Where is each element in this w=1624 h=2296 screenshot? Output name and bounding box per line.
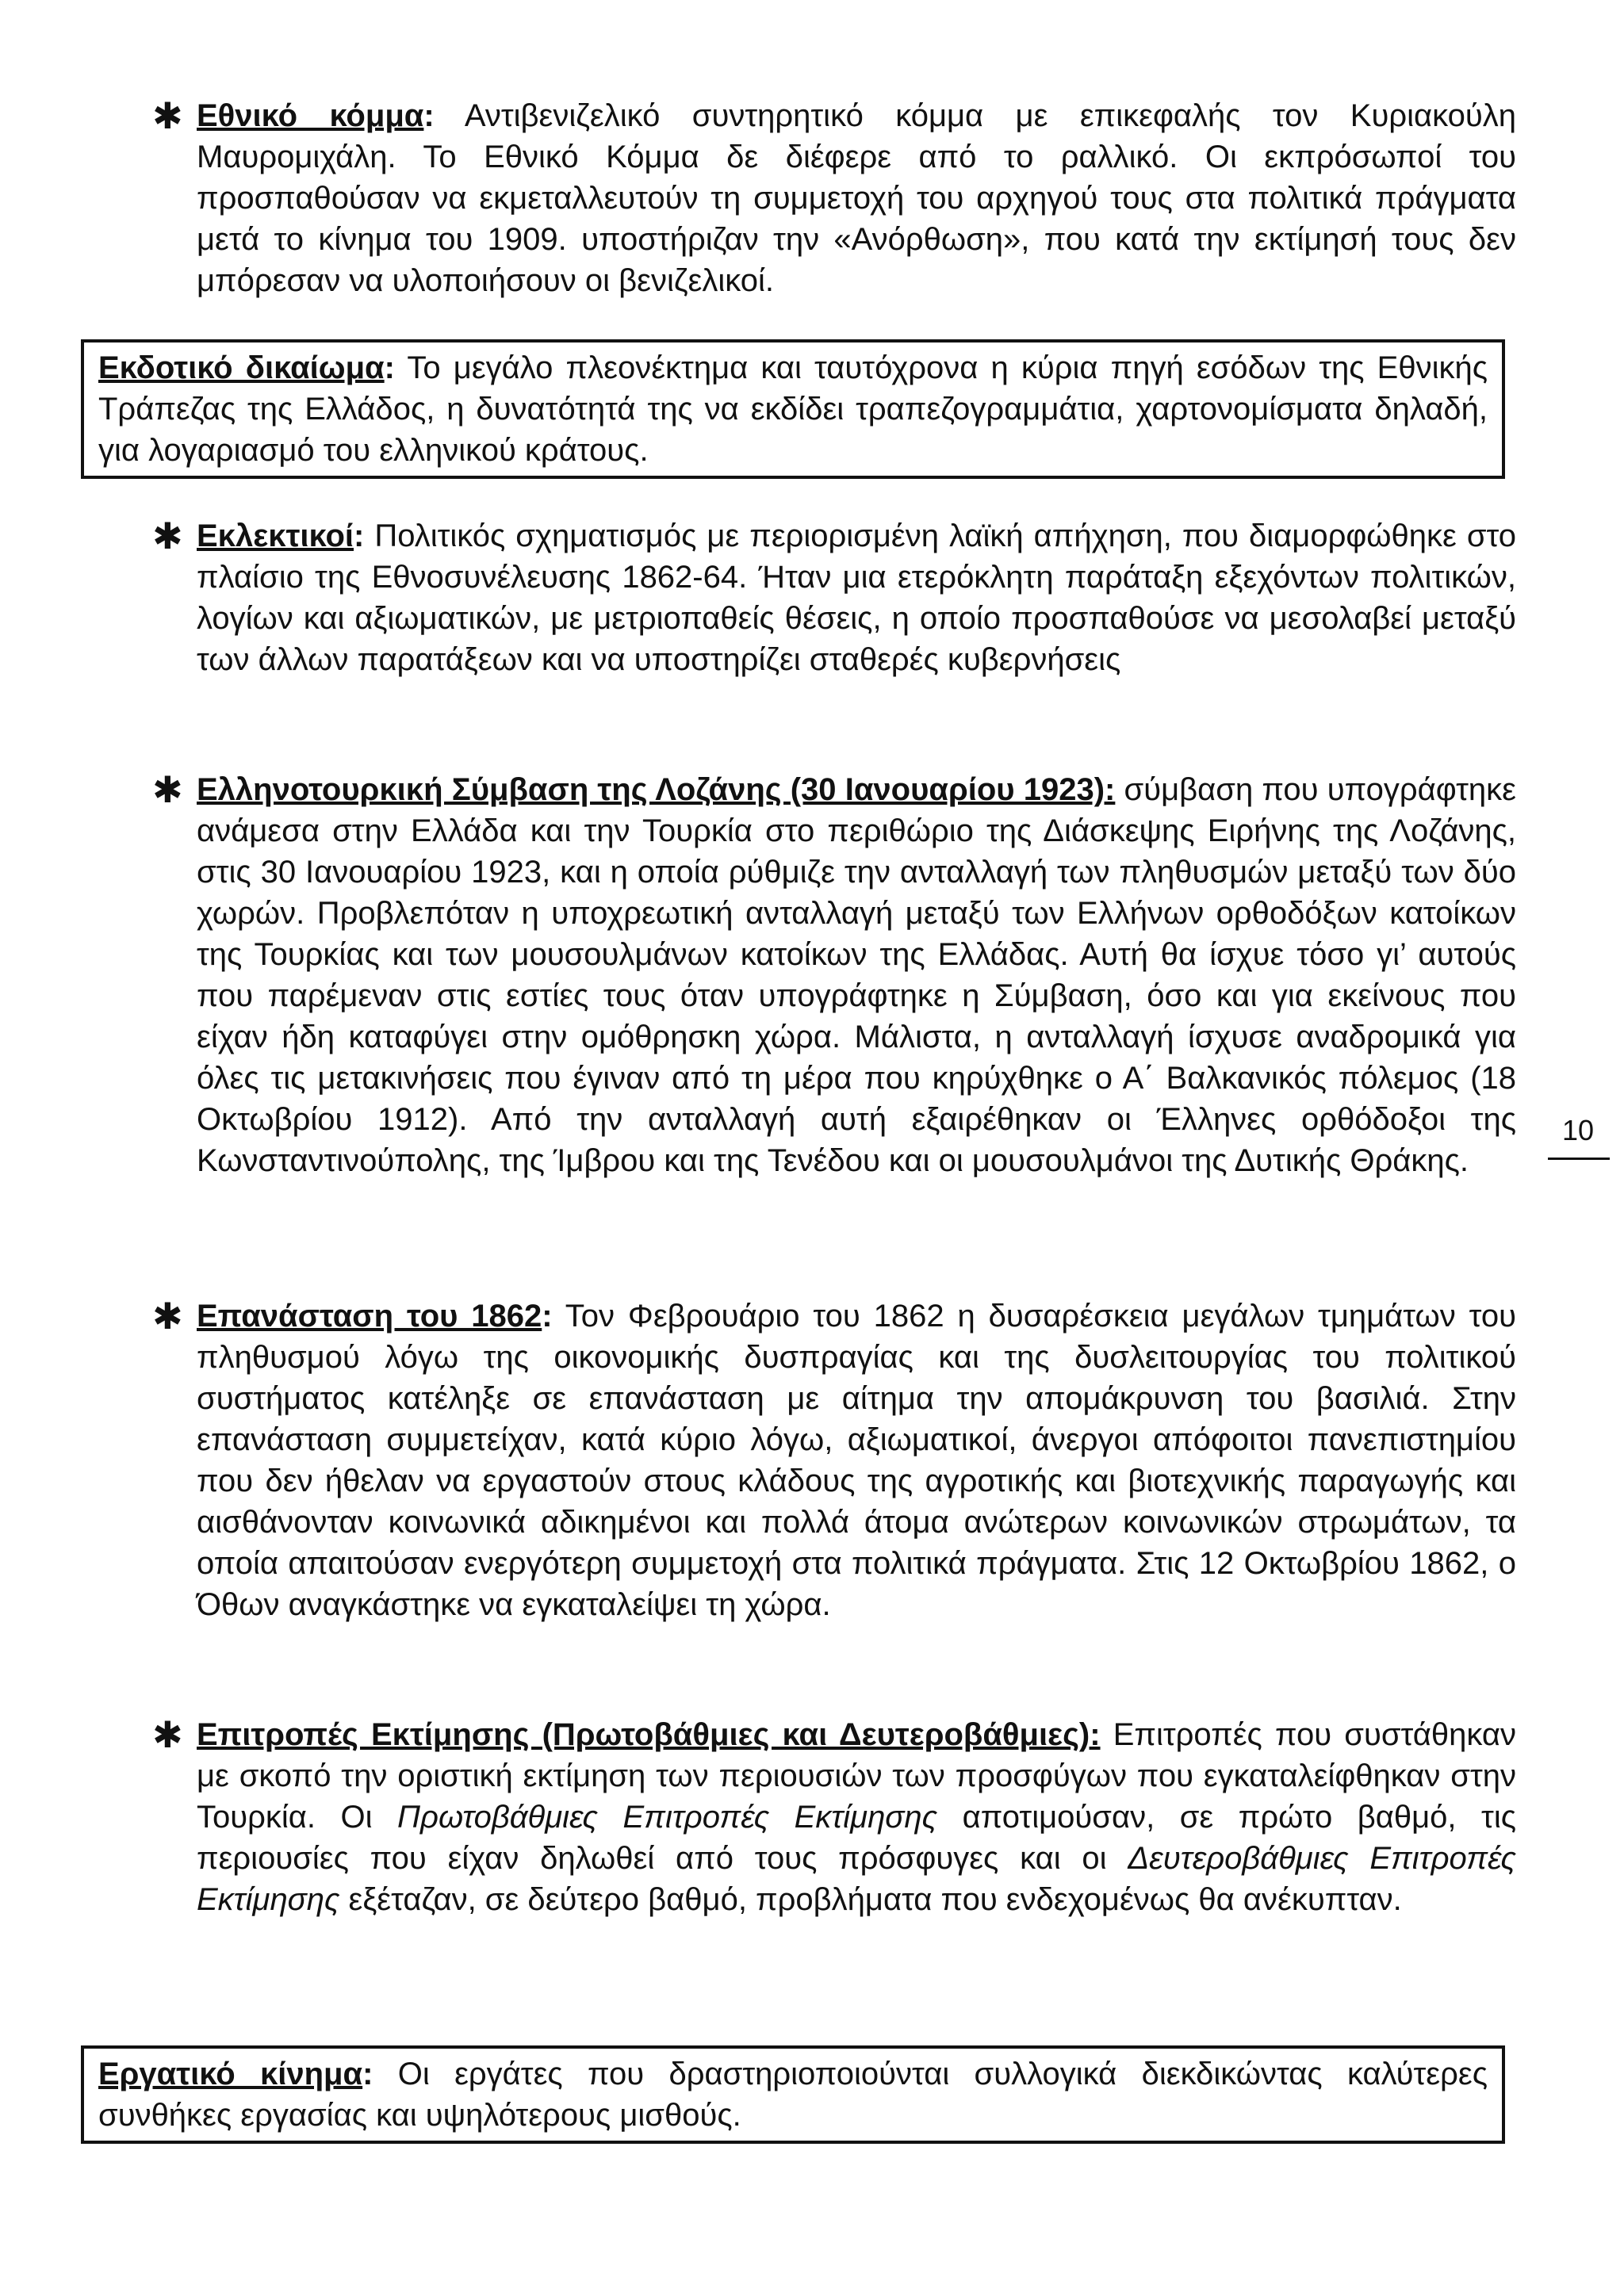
bullet-asterisk-icon: ✱ <box>152 95 183 136</box>
glossary-entry-epanastasi-1862 <box>152 1295 1516 1625</box>
entry-definition: Τον Φεβρουάριο του 1862 η δυσαρέσκεια μεγάλων τμημάτων του πληθυσμού λόγω της οικονομικής δυσπραγίας και της δυσλειτουργίας του πολιτικού συστήματος κατέληξε σε επανάσταση με αίτημα την απομάκρυνση του βασιλιά. Στην επανάσταση συμμετείχαν, κατά κύριο λόγω, αξιωματικοί, άνεργοι απόφοιτοι πανεπιστημίου που δεν ήθελαν να εργαστούν στους κλάδους της αγροτικής και βιοτεχνικής παραγωγής και αισθάνονταν κοινωνικά αδικημένοι και πολλά άτομα ανώτερων κοινωνικών στρωμάτων, τα οποία απαιτούσαν ενεργότερη συμμετοχή στα πολιτικά πράγματα. Στις 12 Οκτωβρίου 1862, ο Όθων αναγκάστηκε να εγκαταλείψει τη χώρα. <box>197 1299 1516 1622</box>
box-term: Εργατικό κίνημα <box>98 2057 363 2091</box>
bullet-asterisk-icon: ✱ <box>152 769 183 810</box>
bullet-asterisk-icon: ✱ <box>152 1714 183 1755</box>
entry-definition: Αντιβενιζελικό συντηρητικό κόμμα με επικεφαλής τον Κυριακούλη Μαυρομιχάλη. Το Εθνικό Κόμμα δε διέφερε από το ραλλικό. Οι εκπρόσωποί του προσπαθούσαν να εκμεταλλευτούν τη συμμετοχή του αρχηγού τους στα πολιτικά πράγματα μετά το κίνημα του 1909. υποστήριζαν την «Ανόρθωση», που κατά την εκτίμησή τους δεν μπόρεσαν να υλοποιήσουν οι βενιζελικοί. <box>197 98 1516 298</box>
box-definition: Το μεγάλο πλεονέκτημα και ταυτόχρονα η κύρια πηγή εσόδων της Εθνικής Τράπεζας της Ελλάδος, η δυνατότητά της να εκδίδει τραπεζογραμμάτια, χαρτονομίσματα δηλαδή, για λογαριασμό του ελληνικού κράτους. <box>98 350 1488 468</box>
page-number: 10 <box>1562 1114 1595 1146</box>
definition-box-ergatiko-kinima <box>81 2045 1505 2144</box>
entry-colon: : <box>423 98 435 133</box>
box-definition: Οι εργάτες που δραστηριοποιούνται συλλογικά διεκδικώντας καλύτερες συνθήκες εργασίας και υψηλότερους μισθούς. <box>98 2057 1488 2133</box>
entry-definition-part3: εξέταζαν, σε δεύτερο βαθμό, προβλήματα που ενδεχομένως θα ανέκυπταν. <box>339 1882 1402 1917</box>
bullet-asterisk-icon: ✱ <box>152 515 183 557</box>
entry-term: Επανάσταση του 1862 <box>197 1299 542 1334</box>
entry-colon: : <box>542 1299 553 1334</box>
glossary-entry-ethniko-komma <box>152 95 1516 301</box>
page-number-rule <box>1548 1158 1610 1160</box>
bullet-asterisk-icon: ✱ <box>152 1295 183 1337</box>
entry-term: Ελληνοτουρκική Σύμβαση της Λοζάνης (30 Ιανουαρίου 1923): <box>197 772 1116 807</box>
glossary-entry-eklektikoi <box>152 515 1516 680</box>
definition-box-ekdotiko-dikaioma <box>81 339 1505 479</box>
entry-italic-term-1: Πρωτοβάθμιες Επιτροπές Εκτίμησης <box>397 1800 938 1835</box>
box-term: Εκδοτικό δικαίωμα <box>98 350 385 385</box>
glossary-entry-symvasi-lozanis <box>152 769 1516 1181</box>
entry-definition: σύμβαση που υπογράφτηκε ανάμεσα στην Ελλάδα και την Τουρκία στο περιθώριο της Διάσκεψης Ειρήνης της Λοζάνης, στις 30 Ιανουαρίου 1923, και η οποία ρύθμιζε την ανταλλαγή των πληθυσμών μεταξύ των δύο χωρών. Προβλεπόταν η υποχρεωτική ανταλλαγή μεταξύ των Ελλήνων ορθοδόξων κατοίκων της Τουρκίας και των μουσουλμάνων κατοίκων της Ελλάδας. Αυτή θα ίσχυε τόσο γι’ αυτούς που παρέμεναν στις εστίες τους όταν υπογράφτηκε η Σύμβαση, όσο και για εκείνους που είχαν ήδη καταφύγει στην ομόθρησκη χώρα. Μάλιστα, η ανταλλαγή ίσχυσε αναδρομικά για όλες τις μετακινήσεις που έγιναν από τη μέρα που κηρύχθηκε ο Α΄ Βαλκανικός πόλεμος (18 Οκτωβρίου 1912). Από την ανταλλαγή αυτή εξαιρέθηκαν οι Έλληνες ορθόδοξοι της Κωνσταντινούπολης, της Ίμβρου και της Τενέδου και οι μουσουλμάνοι της Δυτικής Θράκης. <box>197 772 1516 1178</box>
entry-definition: Πολιτικός σχηματισμός με περιορισμένη λαϊκή απήχηση, που διαμορφώθηκε στο πλαίσιο της Εθνοσυνέλευσης 1862-64. Ήταν μια ετερόκλητη παράταξη εξεχόντων πολιτικών, λογίων και αξιωματικών, με μετριοπαθείς θέσεις, η οποίο προσπαθούσε να μεσολαβεί μεταξύ των άλλων παρατάξεων και να υποστηρίζει σταθερές κυβερνήσεις <box>197 519 1516 677</box>
entry-term: Επιτροπές Εκτίμησης (Πρωτοβάθμιες και Δευτεροβάθμιες): <box>197 1717 1101 1752</box>
entry-definition-part2: αποτιμούσαν, σε πρώτο βαθμό, τις περιουσίες που είχαν δηλωθεί από τους πρόσφυγες και οι <box>197 1800 1516 1876</box>
entry-colon: : <box>354 519 365 553</box>
entry-term: Εκλεκτικοί <box>197 519 354 553</box>
entry-term: Εθνικό κόμμα <box>197 98 424 133</box>
box-colon: : <box>384 350 395 385</box>
box-colon: : <box>362 2057 373 2091</box>
entry-definition-part1: Επιτροπές που συστάθηκαν με σκοπό την οριστική εκτίμηση των περιουσιών των προσφύγων που εγκαταλείφθηκαν στην Τουρκία. Οι <box>197 1717 1517 1835</box>
glossary-entry-epitropes-ektimisis <box>152 1714 1517 1920</box>
entry-italic-term-2: Δευτεροβάθμιες Επιτροπές Εκτίμησης <box>197 1841 1516 1917</box>
